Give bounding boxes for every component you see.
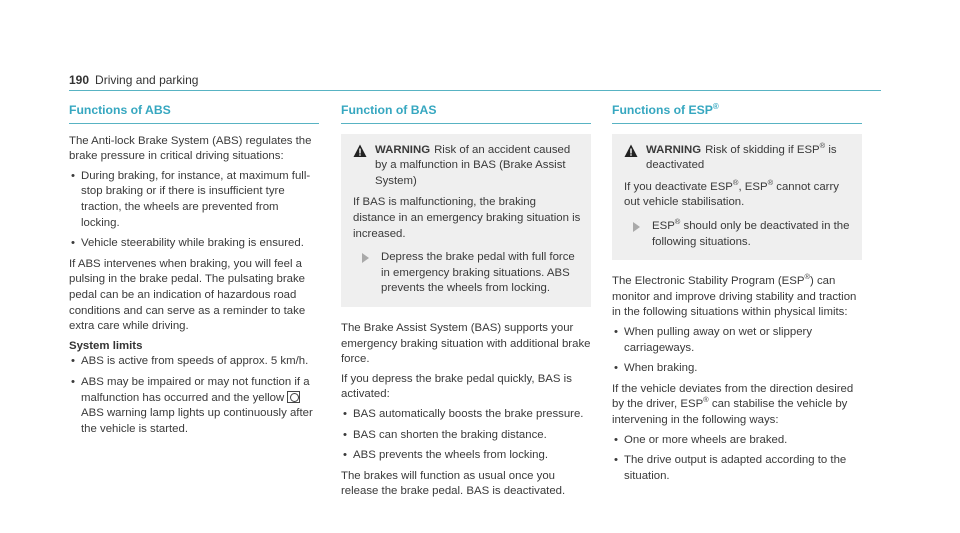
- list-item: • When braking.: [612, 361, 862, 377]
- warning-body: If BAS is malfunctioning, the braking distance in an emergency braking situation is increased.: [353, 196, 581, 240]
- warning-note: [624, 219, 852, 250]
- abs-warning-icon: [287, 391, 300, 403]
- bas-activation: If you depress the brake pedal quickly, BAS is activated:: [341, 372, 572, 401]
- abs-bullets: [69, 169, 319, 252]
- esp-para-text: If the vehicle deviates from the direction desired by the driver, ESP: [612, 382, 854, 411]
- page-number: 190: [69, 73, 90, 87]
- abs-paragraph: If ABS intervenes when braking, you will feel a pulsing in the brake pedal. The pulsating brake pedal can be an indication of hazardous road conditions and can serve as a reminder to take extra care while driving.: [69, 257, 306, 333]
- note-text-part: ESP: [652, 219, 675, 232]
- esp-bullets-2: [612, 433, 862, 485]
- registered-mark: ®: [819, 140, 826, 150]
- abs-column: [69, 103, 319, 442]
- esp-intro: [612, 274, 862, 321]
- list-item: • Vehicle steerability while braking is ensured.: [69, 236, 319, 252]
- bas-intro: The Brake Assist System (BAS) supports your emergency braking situation with additional brake force.: [341, 321, 591, 366]
- esp-title: [612, 103, 862, 124]
- warning-label: WARNING: [375, 143, 431, 156]
- bas-bullets: [341, 407, 591, 464]
- esp-column: [612, 103, 862, 489]
- esp-intro-text: ) can monitor and improve driving stability and traction in the following situations within physical limits:: [612, 275, 857, 319]
- esp-bullets: [612, 325, 862, 377]
- bas-title: Function of BAS: [341, 103, 591, 124]
- warning-header: [624, 140, 852, 174]
- arrow-right-icon: [633, 222, 640, 232]
- warning-headline: Risk of an accident caused by a malfunction in BAS (Brake Assist System): [375, 143, 571, 187]
- warning-headline: Risk of skidding if ESP: [705, 143, 820, 156]
- warning-headline: is deactivated: [646, 143, 837, 172]
- registered-mark: ®: [767, 177, 774, 187]
- limit-text: ABS warning lamp lights up continuously after the vehicle is started.: [81, 407, 313, 435]
- registered-mark: ®: [712, 101, 719, 111]
- list-item: • BAS can shorten the braking distance.: [341, 428, 591, 444]
- esp-title-text: Functions of ESP: [612, 103, 713, 117]
- bas-outro: The brakes will function as usual once you release the brake pedal. BAS is deactivated.: [341, 469, 566, 498]
- warning-label: WARNING: [646, 143, 702, 156]
- warning-heading: [646, 140, 852, 174]
- list-item: • ABS prevents the wheels from locking.: [341, 448, 591, 464]
- warning-note: [353, 250, 581, 297]
- note-text-part: should only be deactivated in the following situations.: [652, 219, 850, 248]
- list-item: • ABS is active from speeds of approx. 5 km/h.: [69, 354, 319, 370]
- list-item: • One or more wheels are braked.: [612, 433, 862, 449]
- esp-intro-text: The Electronic Stability Program (ESP: [612, 275, 805, 288]
- note-text: Depress the brake pedal with full force in emergency braking situations. ABS prevents the wheels from locking.: [381, 251, 575, 295]
- bas-warning-box: [341, 134, 591, 307]
- arrow-right-icon: [362, 253, 369, 263]
- warning-body: [624, 177, 852, 211]
- abs-title: Functions of ABS: [69, 103, 319, 124]
- note-text: [652, 219, 852, 250]
- list-item: • When pulling away on wet or slippery carriageways.: [612, 325, 862, 356]
- registered-mark: ®: [804, 272, 810, 282]
- system-limits-heading: System limits: [69, 339, 143, 352]
- bas-column: [341, 103, 591, 504]
- warning-triangle-icon: [624, 144, 638, 158]
- esp-paragraph: [612, 382, 862, 429]
- list-item: • During braking, for instance, at maximum full-stop braking or if there is insufficient tyre traction, the wheels are prevented from locking.: [69, 169, 319, 231]
- warning-body-text: If you deactivate ESP: [624, 180, 733, 193]
- list-item: • The drive output is adapted according to the situation.: [612, 453, 862, 484]
- warning-header: [353, 143, 581, 190]
- registered-mark: ®: [674, 217, 681, 227]
- list-item: [69, 375, 319, 437]
- registered-mark: ®: [732, 177, 739, 187]
- warning-heading: [375, 143, 581, 190]
- header-section: Driving and parking: [95, 73, 199, 87]
- limit-text: ABS may be impaired or may not function if a malfunction has occurred and the yellow: [81, 375, 310, 404]
- esp-warning-box: [612, 134, 862, 261]
- warning-body-text: , ESP: [738, 180, 768, 193]
- abs-intro: The Anti-lock Brake System (ABS) regulates the brake pressure in critical driving situations:: [69, 134, 312, 163]
- header-rule: [69, 90, 881, 91]
- abs-limits: [69, 354, 319, 437]
- warning-triangle-icon: [353, 144, 367, 158]
- registered-mark: ®: [703, 395, 709, 405]
- esp-para-text: can stabilise the vehicle by intervening in the following ways:: [612, 398, 848, 426]
- page-header: [69, 73, 198, 89]
- warning-body-text: cannot carry out vehicle stabilisation.: [624, 180, 839, 209]
- list-item: • BAS automatically boosts the brake pressure.: [341, 407, 591, 423]
